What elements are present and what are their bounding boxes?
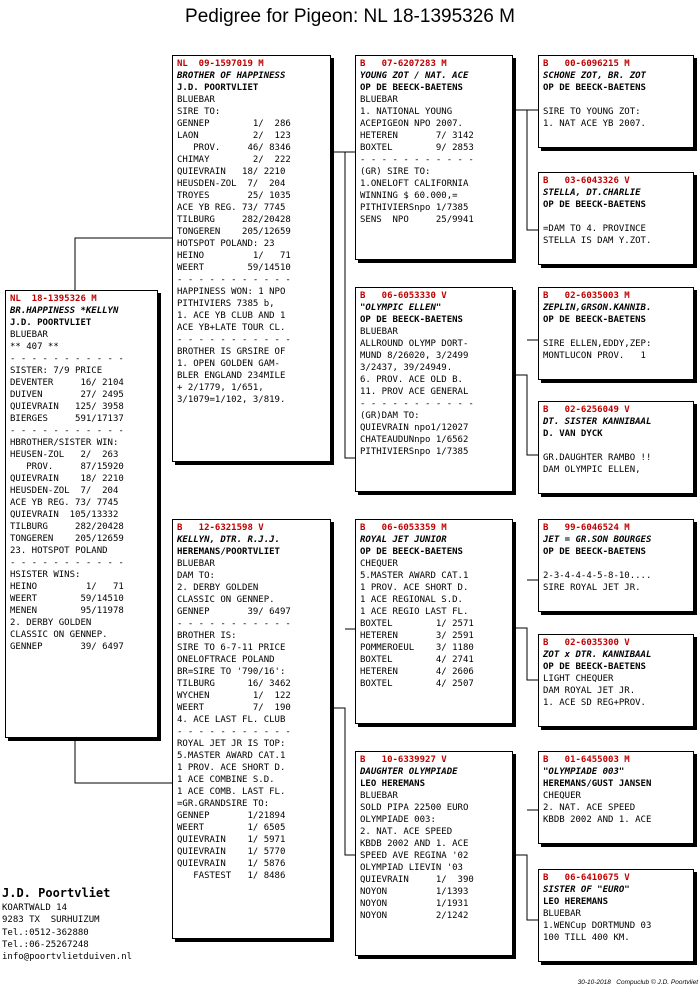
breeder-mobile: Tel.:06-25267248 xyxy=(2,939,89,950)
pigeon-info-line: WEERT 59/14510 xyxy=(10,594,124,604)
pigeon-info-line: ACE YB+LATE TOUR CL. xyxy=(177,323,286,333)
pigeon-info-line: QUIEVRAIN 1/ 5971 xyxy=(177,835,286,845)
pigeon-info-line: BOXTEL 4/ 2741 xyxy=(360,655,474,665)
pigeon-info-line: 100 TILL 400 KM. xyxy=(543,933,630,943)
pigeon-info-line: 4. ACE LAST FL. CLUB xyxy=(177,715,286,725)
pigeon-info-line: (GR) SIRE TO: xyxy=(360,167,431,177)
pigeon-owner: HEREMANS/GUST JANSEN xyxy=(543,779,652,789)
pigeon-info-line: KBDB 2002 AND 1. ACE xyxy=(543,815,652,825)
pigeon-info-line: STELLA IS DAM Y.ZOT. xyxy=(543,236,652,246)
ring-number: B 02-6035003 M xyxy=(543,291,630,301)
pigeon-info-line: BLUEBAR xyxy=(360,791,398,801)
pigeon-name: DAUGHTER OLYMPIADE xyxy=(360,767,458,777)
pigeon-info-line: 5.MASTER AWARD CAT.1 xyxy=(360,571,469,581)
pigeon-info-line: 2. DERBY GOLDEN xyxy=(10,618,92,628)
pigeon-info-line: OLYMPIAD LIEVIN '03 xyxy=(360,863,463,873)
pigeon-info-line: 5.MASTER AWARD CAT.1 xyxy=(177,751,286,761)
breeder-address: KOARTWALD 14 xyxy=(2,903,68,913)
pigeon-info-line: - - - - - - - - - - - xyxy=(177,275,291,285)
pigeon-info-line: SENS NPO 25/9941 xyxy=(360,215,474,225)
pigeon-info-line: BLUEBAR xyxy=(177,95,215,105)
pigeon-info-line: 1. ACE SD REG+PROV. xyxy=(543,698,646,708)
pigeon-name: BR.HAPPINESS *KELLYN xyxy=(10,306,119,316)
pigeon-info-line: PITHIVIERSnpo 1/7385 xyxy=(360,447,469,457)
pigeon-card-dam-dam-sire xyxy=(538,751,694,844)
pigeon-info-line: BR=SIRE TO '790/16': xyxy=(177,667,286,677)
pigeon-card-sire-sire-dam xyxy=(538,172,694,265)
pigeon-card-dam-dam xyxy=(355,751,513,956)
breeder-name: J.D. Poortvliet xyxy=(2,886,111,900)
pigeon-info-line: DEVENTER 16/ 2104 xyxy=(10,378,124,388)
pigeon-info-line: 1.WENCup DORTMUND 03 xyxy=(543,921,652,931)
pigeon-info-line: 2. NAT. ACE SPEED xyxy=(360,827,453,837)
pigeon-info-line: 6. PROV. ACE OLD B. xyxy=(360,375,463,385)
pigeon-info-line: BOXTEL 1/ 2571 xyxy=(360,619,474,629)
pigeon-info-line: HSISTER WINS: xyxy=(10,570,81,580)
pigeon-owner: OP DE BEECK-BAETENS xyxy=(360,83,463,93)
pigeon-info-line: BLUEBAR xyxy=(177,559,215,569)
pigeon-info-line: BIERGES 591/17137 xyxy=(10,414,124,424)
pigeon-info-line: NOYON 1/1931 xyxy=(360,899,469,909)
pigeon-info-line: - - - - - - - - - - - xyxy=(177,335,291,345)
pigeon-info-line: (GR)DAM TO: xyxy=(360,411,420,421)
pigeon-info-line: QUIEVRAIN 1/ 390 xyxy=(360,875,474,885)
page-title: Pedigree for Pigeon: NL 18-1395326 M xyxy=(185,6,515,27)
pigeon-info-line: 1. ACE YB CLUB AND 1 xyxy=(177,311,286,321)
pigeon-info-line: TROYES 25/ 1035 xyxy=(177,191,291,201)
pigeon-info-line: BLUEBAR xyxy=(10,330,48,340)
pigeon-info-line: OLYMPIADE 003: xyxy=(360,815,436,825)
footer-credit: 30-10-2018 Compuclub © J.D. Poortvliet xyxy=(577,979,698,986)
pigeon-name: STELLA, DT.CHARLIE xyxy=(543,188,641,198)
pigeon-info-line xyxy=(543,211,690,223)
pigeon-info-line: 11. PROV ACE GENERAL xyxy=(360,387,469,397)
pigeon-card-sire-sire xyxy=(355,55,513,260)
pigeon-info-line: BLUEBAR xyxy=(360,95,398,105)
breeder-postcode: 9283 TX SURHUIZUM xyxy=(2,915,100,926)
pigeon-info-line: QUIEVRAIN 18/ 2210 xyxy=(10,474,124,484)
pigeon-info-line: QUIEVRAIN 1/ 5770 xyxy=(177,847,286,857)
pigeon-info-line: + 2/1779, 1/651, xyxy=(177,383,264,393)
pigeon-info-line: HEUSDEN-ZOL 7/ 204 xyxy=(177,179,286,189)
pigeon-info-line: BOXTEL 9/ 2853 xyxy=(360,143,474,153)
pigeon-info-line xyxy=(543,94,690,106)
ring-number: B 12-6321598 V xyxy=(177,523,264,533)
pigeon-info-line: LAON 2/ 123 xyxy=(177,131,291,141)
pigeon-info-line: 3/1079=1/102, 3/819. xyxy=(177,395,286,405)
pigeon-info-line: CHEQUER xyxy=(543,791,581,801)
ring-number: B 06-6053359 M xyxy=(360,523,447,533)
pigeon-info-line: ONELOFTRACE POLAND xyxy=(177,655,275,665)
pigeon-owner: OP DE BEECK-BAETENS xyxy=(543,83,646,93)
pigeon-name: "OLYMPIC ELLEN" xyxy=(360,303,442,313)
pigeon-info-line: 1 ACE COMBINE S.D. xyxy=(177,775,275,785)
pigeon-info-line: QUIEVRAIN 18/ 2210 xyxy=(177,167,286,177)
pigeon-info-line: QUIEVRAIN npo1/12027 xyxy=(360,423,469,433)
pigeon-info-line: 2. DERBY GOLDEN xyxy=(177,583,259,593)
pigeon-info-line: TILBURG 16/ 3462 xyxy=(177,679,291,689)
breeder-email: info@poortvlietduiven.nl xyxy=(2,952,133,963)
pigeon-info-line: PITHIVIERSnpo 1/7385 xyxy=(360,203,469,213)
pigeon-info-line: ROYAL JET JR IS TOP: xyxy=(177,739,286,749)
pigeon-info-line: BLUEBAR xyxy=(360,327,398,337)
pigeon-info-line: PROV. 87/15920 xyxy=(10,462,124,472)
pigeon-info-line: POMMEROEUL 3/ 1180 xyxy=(360,643,474,653)
pigeon-info-line: DAM TO: xyxy=(177,571,215,581)
pigeon-owner: OP DE BEECK-BAETENS xyxy=(360,547,463,557)
pigeon-info-line: SIRE TO 6-7-11 PRICE xyxy=(177,643,286,653)
pigeon-info-line: NOYON 2/1242 xyxy=(360,911,469,921)
pigeon-name: ROYAL JET JUNIOR xyxy=(360,535,447,545)
pigeon-name: YOUNG ZOT / NAT. ACE xyxy=(360,71,469,81)
pigeon-info-line: ** 407 ** xyxy=(10,342,59,352)
pigeon-info-line: DUIVEN 27/ 2495 xyxy=(10,390,124,400)
pigeon-owner: OP DE BEECK-BAETENS xyxy=(360,315,463,325)
pigeon-info-line: SISTER: 7/9 PRICE xyxy=(10,366,103,376)
pigeon-card-dam-dam-dam xyxy=(538,869,694,962)
pigeon-info-line: GENNEP 1/21894 xyxy=(177,811,286,821)
pigeon-info-line: HOTSPOT POLAND: 23 xyxy=(177,239,275,249)
pigeon-owner: OP DE BEECK-BAETENS xyxy=(543,315,646,325)
pigeon-owner: OP DE BEECK-BAETENS xyxy=(543,662,646,672)
pigeon-info-line: 1. NAT ACE YB 2007. xyxy=(543,119,646,129)
pigeon-owner: D. VAN DYCK xyxy=(543,429,603,439)
pigeon-info-line: WEERT 59/14510 xyxy=(177,263,291,273)
pigeon-info-line: ACE YB REG. 73/ 7745 xyxy=(177,203,286,213)
pigeon-info-line: CHATEAUDUNnpo 1/6562 xyxy=(360,435,469,445)
pigeon-info-line: CHEQUER xyxy=(360,559,398,569)
pigeon-info-line: 3/2437, 39/24949. xyxy=(360,363,453,373)
pigeon-info-line: MUND 8/26020, 3/2499 xyxy=(360,351,469,361)
pigeon-info-line: GENNEP 1/ 286 xyxy=(177,119,291,129)
pigeon-info-line: FASTEST 1/ 8486 xyxy=(177,871,286,881)
pigeon-owner: LEO HEREMANS xyxy=(543,897,609,907)
pigeon-name: JET = GR.SON BOURGES xyxy=(543,535,652,545)
pigeon-card-sire-dam-dam xyxy=(538,401,694,494)
pigeon-info-line: =DAM TO 4. PROVINCE xyxy=(543,224,646,234)
pigeon-info-line: HETEREN 3/ 2591 xyxy=(360,631,474,641)
pigeon-info-line: 2-3-4-4-4-5-8-10.... xyxy=(543,571,652,581)
breeder-phone: Tel.:0512-362880 xyxy=(2,927,89,938)
pigeon-info-line: 1.ONELOFT CALIFORNIA xyxy=(360,179,469,189)
pigeon-info-line: - - - - - - - - - - - xyxy=(177,619,291,629)
pigeon-info-line: QUIEVRAIN 125/ 3958 xyxy=(10,402,124,412)
pigeon-info-line: QUIEVRAIN 1/ 5876 xyxy=(177,859,286,869)
pigeon-info-line: 1 ACE REGIO LAST FL. xyxy=(360,607,469,617)
ring-number: B 99-6046524 M xyxy=(543,523,630,533)
pigeon-info-line: DAM OLYMPIC ELLEN, xyxy=(543,465,641,475)
pigeon-info-line: 2. NAT. ACE SPEED xyxy=(543,803,636,813)
pigeon-name: SISTER OF "EURO" xyxy=(543,885,630,895)
pigeon-info-line: WINNING $ 60.000,= xyxy=(360,191,458,201)
pigeon-info-line xyxy=(543,326,690,338)
pigeon-info-line: MENEN 95/11978 xyxy=(10,606,124,616)
pigeon-info-line: 1. OPEN GOLDEN GAM- xyxy=(177,359,280,369)
pigeon-info-line: NOYON 1/1393 xyxy=(360,887,469,897)
pigeon-card-dam xyxy=(172,519,331,939)
ring-number: B 06-6053330 V xyxy=(360,291,447,301)
pigeon-info-line: HEUSDEN-ZOL 7/ 204 xyxy=(10,486,119,496)
pigeon-info-line: SIRE ELLEN,EDDY,ZEP: xyxy=(543,339,652,349)
pigeon-info-line: TILBURG 282/20428 xyxy=(177,215,291,225)
pigeon-card-dam-sire xyxy=(355,519,513,724)
ring-number: B 07-6207283 M xyxy=(360,59,447,69)
ring-number: NL 18-1395326 M xyxy=(10,294,97,304)
ring-number: B 01-6455003 M xyxy=(543,755,630,765)
pigeon-info-line: MONTLUCON PROV. 1 xyxy=(543,351,646,361)
pigeon-owner: OP DE BEECK-BAETENS xyxy=(543,200,646,210)
pigeon-info-line: CLASSIC ON GENNEP. xyxy=(177,595,275,605)
pigeon-name: SCHONE ZOT, BR. ZOT xyxy=(543,71,646,81)
ring-number: B 03-6043326 V xyxy=(543,176,630,186)
pigeon-info-line xyxy=(543,440,690,452)
pigeon-info-line: TONGEREN 205/12659 xyxy=(10,534,124,544)
pigeon-owner: J.D. POORTVLIET xyxy=(177,83,259,93)
pigeon-owner: J.D. POORTVLIET xyxy=(10,318,92,328)
pigeon-info-line: - - - - - - - - - - - xyxy=(360,399,474,409)
pigeon-info-line: WYCHEN 1/ 122 xyxy=(177,691,291,701)
pigeon-info-line: WEERT 7/ 190 xyxy=(177,703,291,713)
pigeon-info-line: BOXTEL 4/ 2507 xyxy=(360,679,474,689)
pigeon-card-sire-dam-sire xyxy=(538,287,694,380)
pigeon-info-line: 1 ACE REGIONAL S.D. xyxy=(360,595,463,605)
pigeon-name: ZEPLIN,GRSON.KANNIB. xyxy=(543,303,652,313)
pigeon-card-sire xyxy=(172,55,331,462)
pigeon-info-line: 1 PROV. ACE SHORT D. xyxy=(177,763,286,773)
pigeon-card-dam-sire-dam xyxy=(538,634,694,727)
pigeon-name: "OLYMPIADE 003" xyxy=(543,767,625,777)
pigeon-info-line: BLER ENGLAND 234MILE xyxy=(177,371,286,381)
pigeon-info-line: CHIMAY 2/ 222 xyxy=(177,155,291,165)
breeder-info xyxy=(2,884,172,963)
ring-number: B 00-6096215 M xyxy=(543,59,630,69)
pigeon-info-line: - - - - - - - - - - - xyxy=(10,426,124,436)
pigeon-info-line: PITHIVIERS 7385 b, xyxy=(177,299,275,309)
pigeon-card-sire-dam xyxy=(355,287,513,492)
pigeon-info-line: 1 PROV. ACE SHORT D. xyxy=(360,583,469,593)
pigeon-info-line: QUIEVRAIN 105/13332 xyxy=(10,510,119,520)
ring-number: B 06-6410675 V xyxy=(543,873,630,883)
pigeon-info-line: HEINO 1/ 71 xyxy=(10,582,124,592)
pigeon-info-line: PROV. 46/ 8346 xyxy=(177,143,291,153)
pigeon-info-line: HAPPINESS WON: 1 NPO xyxy=(177,287,286,297)
pigeon-info-line: GENNEP 39/ 6497 xyxy=(177,607,291,617)
pigeon-name: ZOT x DTR. KANNIBAAL xyxy=(543,650,652,660)
pigeon-info-line: - - - - - - - - - - - xyxy=(10,354,124,364)
pigeon-info-line: GENNEP 39/ 6497 xyxy=(10,642,124,652)
pigeon-info-line: SIRE TO: xyxy=(177,107,221,117)
pigeon-info-line: LIGHT CHEQUER xyxy=(543,674,614,684)
pigeon-info-line: WEERT 1/ 6505 xyxy=(177,823,286,833)
pigeon-info-line: SOLD PIPA 22500 EURO xyxy=(360,803,469,813)
ring-number: B 02-6035300 V xyxy=(543,638,630,648)
pigeon-info-line: BROTHER IS GRSIRE OF xyxy=(177,347,286,357)
pigeon-info-line: BROTHER IS: xyxy=(177,631,237,641)
pigeon-info-line: SIRE TO YOUNG ZOT: xyxy=(543,107,641,117)
pigeon-info-line: ACEPIGEON NPO 2007. xyxy=(360,119,463,129)
pigeon-info-line: - - - - - - - - - - - xyxy=(360,155,474,165)
pigeon-owner: LEO HEREMANS xyxy=(360,779,426,789)
pigeon-info-line: SIRE ROYAL JET JR. xyxy=(543,583,641,593)
pigeon-owner: OP DE BEECK-BAETENS xyxy=(543,547,646,557)
pigeon-info-line: DAM ROYAL JET JR. xyxy=(543,686,636,696)
pigeon-card-subject xyxy=(5,290,158,738)
pigeon-info-line: ALLROUND OLYMP DORT- xyxy=(360,339,469,349)
pigeon-info-line: TONGEREN 205/12659 xyxy=(177,227,291,237)
pigeon-info-line: - - - - - - - - - - - xyxy=(177,727,291,737)
pigeon-info-line: 1 ACE COMB. LAST FL. xyxy=(177,787,286,797)
pigeon-info-line: BLUEBAR xyxy=(543,909,581,919)
pigeon-info-line: HEUSEN-ZOL 2/ 263 xyxy=(10,450,119,460)
pigeon-info-line: KBDB 2002 AND 1. ACE xyxy=(360,839,469,849)
pigeon-card-sire-sire-sire xyxy=(538,55,694,148)
pigeon-card-dam-sire-sire xyxy=(538,519,694,612)
pigeon-info-line: HBROTHER/SISTER WIN: xyxy=(10,438,119,448)
pigeon-name: KELLYN, DTR. R.J.J. xyxy=(177,535,280,545)
pigeon-info-line: CLASSIC ON GENNEP. xyxy=(10,630,108,640)
pigeon-info-line: HEINO 1/ 71 xyxy=(177,251,291,261)
pigeon-info-line: SPEED AVE REGINA '02 xyxy=(360,851,469,861)
pigeon-info-line: - - - - - - - - - - - xyxy=(10,558,124,568)
pigeon-info-line: 23. HOTSPOT POLAND xyxy=(10,546,108,556)
pigeon-name: DT. SISTER KANNIBAAL xyxy=(543,417,652,427)
pigeon-info-line: HETEREN 7/ 3142 xyxy=(360,131,474,141)
pigeon-info-line: HETEREN 4/ 2606 xyxy=(360,667,474,677)
pigeon-info-line: =GR.GRANDSIRE TO: xyxy=(177,799,270,809)
ring-number: B 02-6256049 V xyxy=(543,405,630,415)
pigeon-owner: HEREMANS/POORTVLIET xyxy=(177,547,280,557)
pigeon-info-line: ACE YB REG. 73/ 7745 xyxy=(10,498,119,508)
ring-number: B 10-6339927 V xyxy=(360,755,447,765)
pigeon-info-line: TILBURG 282/20428 xyxy=(10,522,124,532)
pigeon-info-line: GR.DAUGHTER RAMBO !! xyxy=(543,453,652,463)
ring-number: NL 09-1597019 M xyxy=(177,59,264,69)
pigeon-name: BROTHER OF HAPPINESS xyxy=(177,71,286,81)
pigeon-info-line: 1. NATIONAL YOUNG xyxy=(360,107,453,117)
pigeon-info-line xyxy=(543,558,690,570)
